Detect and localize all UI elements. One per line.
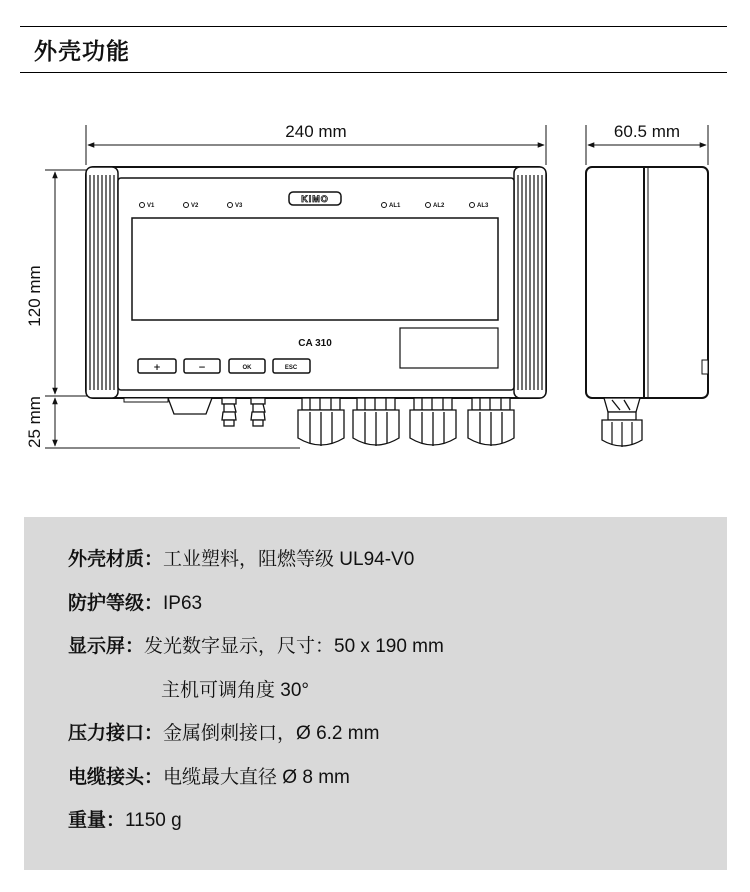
button-plus: + (153, 363, 161, 373)
led-v3: V3 (235, 203, 243, 209)
model-label: CA 310 (298, 338, 332, 349)
spec-label: 防护等级： (68, 592, 164, 614)
led-v2: V2 (191, 203, 199, 209)
led-v1: V1 (147, 203, 155, 209)
spec-label: 电缆接头： (68, 766, 164, 788)
spec-label: 显示屏： (68, 635, 145, 657)
spec-row-weight (68, 805, 182, 832)
height-label: 120 mm (25, 265, 44, 327)
bottom-label: 25 mm (25, 396, 44, 448)
spec-label: 外壳材质： (68, 548, 164, 570)
bottom-fittings (124, 398, 514, 446)
spec-row-protection (68, 588, 202, 615)
spec-value: 电缆最大直径 Ø 8 mm (163, 767, 350, 788)
spec-panel (24, 517, 727, 870)
spec-value: 工业塑料，阻燃等级 UL94-V0 (163, 549, 415, 570)
width-label: 240 mm (285, 122, 347, 141)
section-title: 外壳功能 (34, 39, 130, 65)
spec-value: 主机可调角度 30° (161, 680, 310, 701)
spec-row-material (68, 544, 414, 571)
button-esc: ESC (284, 365, 298, 371)
spec-label: 压力接口： (68, 722, 164, 744)
spec-row-pressure (68, 718, 379, 745)
spec-value: 发光数字显示，尺寸：50 x 190 mm (144, 636, 444, 657)
side-view (586, 167, 708, 447)
spec-row-angle (161, 675, 309, 702)
button-ok: OK (242, 365, 252, 371)
led-al3: AL3 (477, 203, 489, 209)
spec-label: 重量： (68, 809, 126, 831)
spec-value: IP63 (163, 593, 203, 614)
depth-label: 60.5 mm (613, 122, 681, 141)
spec-row-display (68, 631, 444, 658)
width-dimension (86, 122, 546, 165)
led-al1: AL1 (389, 203, 401, 209)
spec-row-cable (68, 762, 350, 789)
button-minus: − (198, 363, 206, 373)
depth-dimension (586, 122, 708, 165)
led-al2: AL2 (433, 203, 445, 209)
spec-value: 1150 g (125, 810, 182, 831)
brand-logo: KIMO (301, 194, 329, 204)
spec-value: 金属倒刺接口，Ø 6.2 mm (163, 723, 380, 744)
front-view (86, 167, 546, 398)
